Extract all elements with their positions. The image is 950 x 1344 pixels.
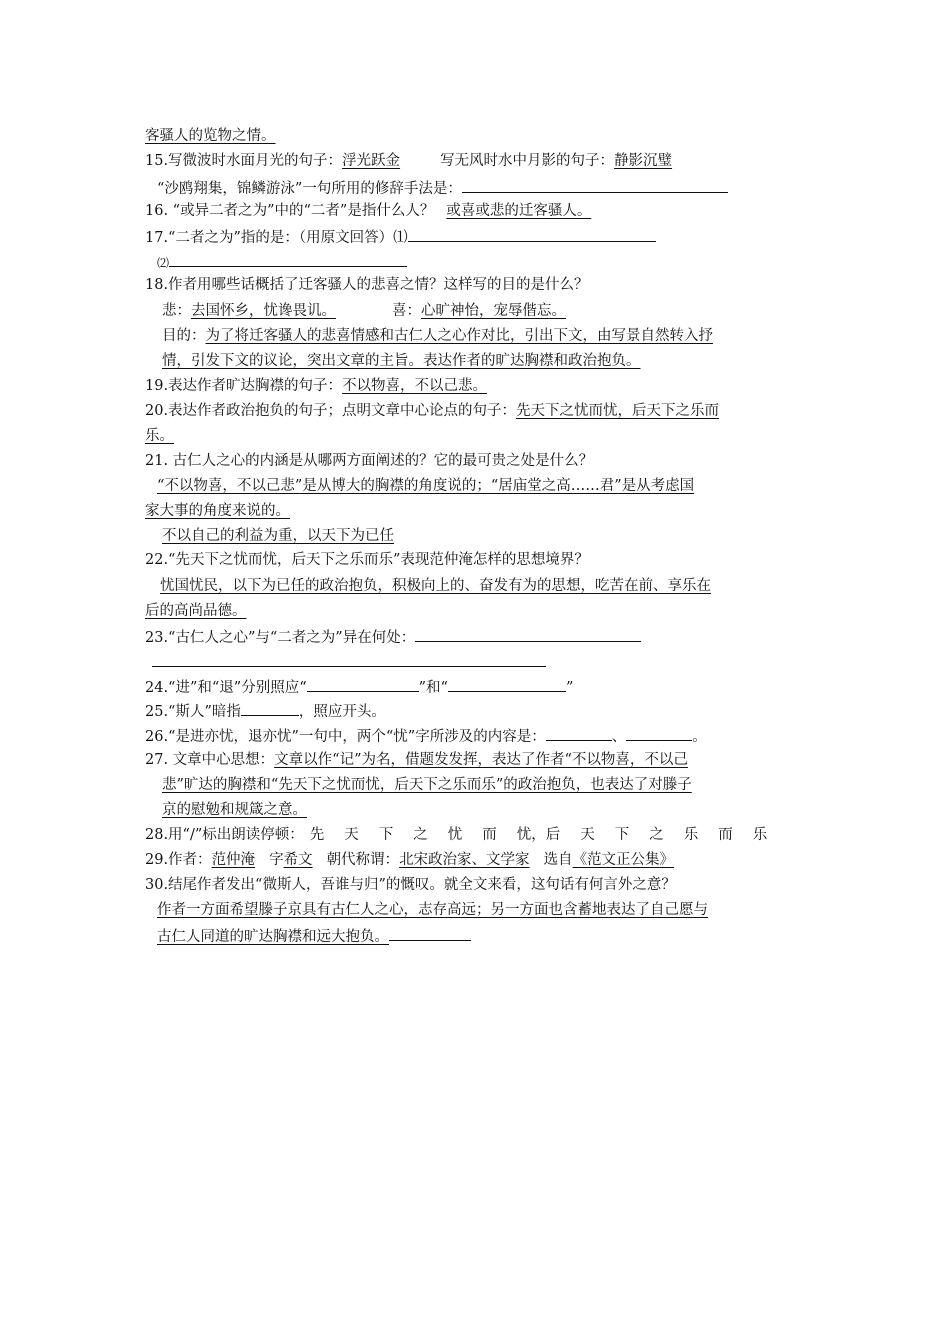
label-dynasty: 朝代称谓：	[326, 852, 400, 868]
pause-char[interactable]: 天	[344, 827, 359, 843]
question-17	[145, 226, 656, 248]
answer-text: 静影沉璧	[614, 153, 673, 169]
question-label: 19.表达作者旷达胸襟的句子：	[145, 378, 343, 394]
answer-text: 为了将迁客骚人的悲喜情感和古仁人之心作对比，引出下文，由写景自然转入抒	[205, 328, 713, 344]
answer-blank[interactable]	[462, 177, 728, 193]
question-label: 写无风时水中月影的句子：	[440, 153, 615, 169]
question-30-answer	[157, 900, 708, 920]
question-23-line2	[152, 651, 546, 673]
question-label: 26.“是进亦忧，退亦忧”一句中，两个“忧”字所涉及的内容是：	[145, 729, 546, 745]
question-label: 21. 古仁人之心的内涵是从哪两方面阐述的？它的最可贵之处是什么？	[145, 453, 594, 469]
answer-blank[interactable]	[448, 676, 566, 692]
label-zi: 字	[269, 852, 284, 868]
question-19	[145, 376, 487, 396]
label-source: 选自	[543, 852, 573, 868]
dynasty-title: 北宋政治家、文学家	[399, 852, 530, 868]
answer-text: 情，引发下文的议论，突出文章的主旨。表达作者的旷达胸襟和政治抱负。	[162, 353, 641, 369]
question-27-cont	[162, 775, 692, 795]
question-21-answer	[157, 476, 694, 496]
answer-text: 或喜或悲的迁客骚人。	[446, 203, 592, 219]
question-22	[145, 550, 589, 570]
question-29	[145, 850, 674, 870]
pause-char[interactable]: 而	[482, 827, 497, 843]
item-number: ⑵	[157, 256, 170, 270]
question-18-purpose-cont	[162, 351, 641, 371]
label-xi: 喜：	[392, 303, 421, 319]
question-label: 15.写微波时水面月光的句子：	[145, 153, 343, 169]
answer-text: 去国怀乡，忧谗畏讥。	[191, 303, 336, 319]
question-label: 18.作者用哪些话概括了迁客骚人的悲喜之情？这样写的目的是什么？	[145, 277, 589, 293]
answer-blank[interactable]	[408, 226, 656, 242]
label-mudi: 目的：	[162, 328, 206, 344]
answer-text: 先天下之忧而忧，后天下之乐而	[516, 403, 720, 419]
question-15-rhetoric	[157, 177, 728, 199]
answer-blank[interactable]	[307, 676, 419, 692]
answer-text: 客骚人的览物之情。	[145, 128, 276, 144]
answer-blank[interactable]	[546, 725, 612, 741]
question-21-answer-cont	[145, 501, 290, 521]
answer-blank[interactable]	[152, 651, 546, 667]
question-25	[145, 700, 386, 722]
question-label: “沙鸥翔集，锦鳞游泳”一句所用的修辞手法是：	[157, 181, 462, 197]
answer-text: 后的高尚品德。	[145, 603, 247, 619]
question-30-answer-cont	[157, 925, 471, 947]
question-26	[145, 725, 707, 747]
pause-char[interactable]: 乐	[752, 827, 768, 843]
source-title: 《范文正公集》	[572, 852, 675, 868]
answer-text: 心旷神怡，宠辱偕忘。	[421, 303, 566, 319]
question-text: ，照应开头。	[298, 704, 386, 720]
pause-char[interactable]: 之	[649, 827, 664, 843]
line-continuation	[145, 126, 276, 146]
question-20-cont	[145, 426, 174, 446]
question-label: 20.表达作者政治抱负的句子；点明文章中心论点的句子：	[145, 403, 517, 419]
question-label: 29.作者：	[145, 852, 212, 868]
answer-text: 不以物喜，不以己悲。	[342, 378, 488, 394]
question-label: 23.“古仁人之心”与“二者之为”异在何处：	[145, 630, 416, 646]
pause-char[interactable]: 天	[580, 827, 595, 843]
answer-text: 家大事的角度来说的。	[145, 503, 290, 519]
question-23	[145, 626, 641, 648]
question-28	[145, 825, 767, 845]
question-text: ”和“	[418, 680, 448, 696]
pause-char[interactable]: 忧	[516, 827, 532, 843]
question-22-answer-cont	[145, 601, 247, 621]
question-18	[145, 275, 589, 295]
question-21	[145, 451, 593, 471]
pause-char[interactable]: 而	[718, 827, 733, 843]
pause-char[interactable]: ，后	[531, 827, 561, 843]
question-16	[145, 201, 591, 221]
pause-char[interactable]: 忧	[447, 827, 463, 843]
question-label: 22.“先天下之忧而忧，后天下之乐而乐”表现范仲淹怎样的思想境界？	[145, 552, 589, 568]
question-18-answers	[162, 301, 566, 321]
answer-text: 作者一方面希望滕子京具有古仁人之心，志存高远；另一方面也含蓄地表达了自己愿与	[157, 902, 708, 918]
question-label: 25.“斯人”暗指	[145, 704, 241, 720]
answer-text: 古仁人同道的旷达胸襟和远大抱负。	[157, 929, 389, 945]
answer-text: 不以自己的利益为重，以天下为已任	[162, 528, 394, 544]
label-bei: 悲：	[162, 303, 191, 319]
question-20	[145, 401, 719, 421]
question-text: ”	[565, 680, 574, 696]
question-label: 17.“二者之为”指的是：（用原文回答）⑴	[145, 230, 408, 246]
answer-blank[interactable]	[241, 700, 299, 716]
pause-char[interactable]: 下	[378, 827, 394, 843]
question-label: 24.“进”和“退”分别照应“	[145, 680, 307, 696]
question-30	[145, 875, 676, 895]
question-17-part2	[157, 251, 407, 273]
courtesy-name: 希文	[283, 852, 313, 868]
answer-text: 文章以作“记”为名，借题发发挥，表达了作者“不以物喜，不以己	[274, 752, 688, 768]
question-22-answer	[160, 576, 711, 596]
question-21-answer-2	[162, 526, 394, 546]
question-27	[145, 750, 688, 770]
question-18-purpose	[162, 326, 713, 346]
question-27-cont2	[162, 800, 307, 820]
answer-blank[interactable]	[415, 626, 641, 642]
answer-text: 京的慰勉和规箴之意。	[162, 802, 307, 818]
answer-text: 浮光跃金	[342, 153, 401, 169]
answer-text: 忧国忧民，以下为已任的政治抱负，积极向上的、奋发有为的思想，吃苦在前、享乐在	[160, 578, 711, 594]
question-text: 。	[692, 729, 707, 745]
answer-text: 乐。	[145, 428, 174, 444]
question-label: 28.用“/”标出朗读停顿：	[145, 827, 304, 843]
question-15	[145, 151, 672, 171]
pause-char[interactable]: 下	[614, 827, 630, 843]
pause-char[interactable]: 先	[309, 827, 325, 843]
author-name: 范仲淹	[211, 852, 256, 868]
answer-blank[interactable]	[626, 725, 692, 741]
answer-blank	[389, 925, 471, 941]
question-24	[145, 676, 573, 698]
pause-char[interactable]: 乐	[683, 827, 699, 843]
pause-char[interactable]: 之	[413, 827, 428, 843]
answer-blank[interactable]	[169, 251, 407, 267]
question-label: 30.结尾作者发出“微斯人，吾谁与归”的慨叹。就全文来看，这句话有何言外之意？	[145, 877, 676, 893]
question-label: 27. 文章中心思想：	[145, 752, 275, 768]
answer-text: “不以物喜，不以己悲”是从博大的胸襟的角度说的；“居庙堂之高……君”是从考虑国	[157, 478, 695, 494]
question-label: 16. “或异二者之为”中的“二者”是指什么人？	[145, 203, 435, 219]
answer-text: 悲”旷达的胸襟和“先天下之忧而忧，后天下之乐而乐”的政治抱负，也表达了对滕子	[162, 777, 692, 793]
question-text: 、	[611, 729, 627, 745]
